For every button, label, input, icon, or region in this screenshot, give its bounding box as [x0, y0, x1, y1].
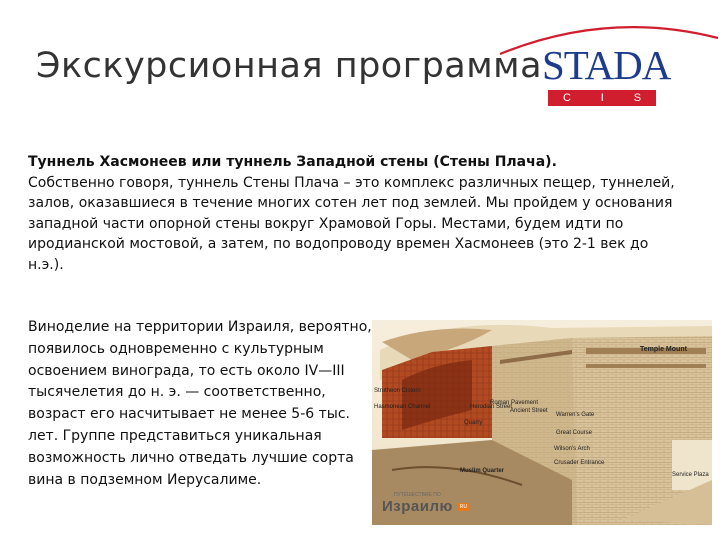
label-ancient-street: Ancient Street	[510, 408, 548, 414]
logo-letter: C	[562, 92, 571, 104]
label-crusader: Crusader Entrance	[554, 460, 605, 466]
label-warrens-gate: Warren's Gate	[556, 412, 595, 418]
logo-letter: S	[633, 92, 642, 104]
logo-red-bar	[548, 90, 656, 106]
watermark-badge: RU	[459, 503, 468, 510]
tunnel-heading: Туннель Хасмонеев или туннель Западной стены (Стены Плача).	[28, 154, 557, 170]
logo-wordmark: STADA	[542, 42, 671, 88]
watermark	[382, 492, 469, 515]
label-muslim-quarter: Muslim Quarter	[460, 468, 505, 474]
watermark-small: ПУТЕШЕСТВИЕ ПО	[394, 492, 441, 498]
label-service-plaza: Service Plaza	[672, 472, 709, 478]
label-herodian: Herodian Street	[470, 404, 513, 410]
label-great-course: Great Course	[556, 430, 593, 436]
label-hasmonean: Hasmonean Channel	[374, 404, 431, 410]
tunnel-body: Собственно говоря, туннель Стены Плача – это комплекс различных пещер, туннелей, залов, оказавшиеся в течение многих сотен лет под землей. Мы пройдем у основания западной части опорной стены вокруг Храмовой Горы. Местами, будем идти по иродианской мостовой, а затем, по водопроводу времен Хасмонеев (это 2-1 век до н.э.).	[28, 174, 675, 273]
label-roman: Roman Pavement	[490, 400, 539, 406]
wine-description: Виноделие на территории Израиля, вероятно, появилось одновременно с культурным освоением винограда, то есть около IV—III тысячелетия до н. э. — соответственно, возраст его насчитывает не менее 5-6 тыс. лет. Группе представиться уникальная возможность лично отведать лучшие сорта вина в подземном Иерусалиме.	[28, 319, 372, 488]
watermark-text: Израилю	[382, 498, 453, 515]
label-strutheon: Strutheon Cistern	[374, 388, 421, 394]
logo-letter: I	[600, 92, 604, 104]
label-quarry: Quarry	[464, 420, 483, 426]
label-temple-mount: Temple Mount	[640, 346, 687, 353]
label-wilsons-arch: Wilson's Arch	[554, 446, 590, 452]
tunnel-description	[28, 152, 688, 275]
page-title: Экскурсионная программа	[36, 46, 543, 86]
